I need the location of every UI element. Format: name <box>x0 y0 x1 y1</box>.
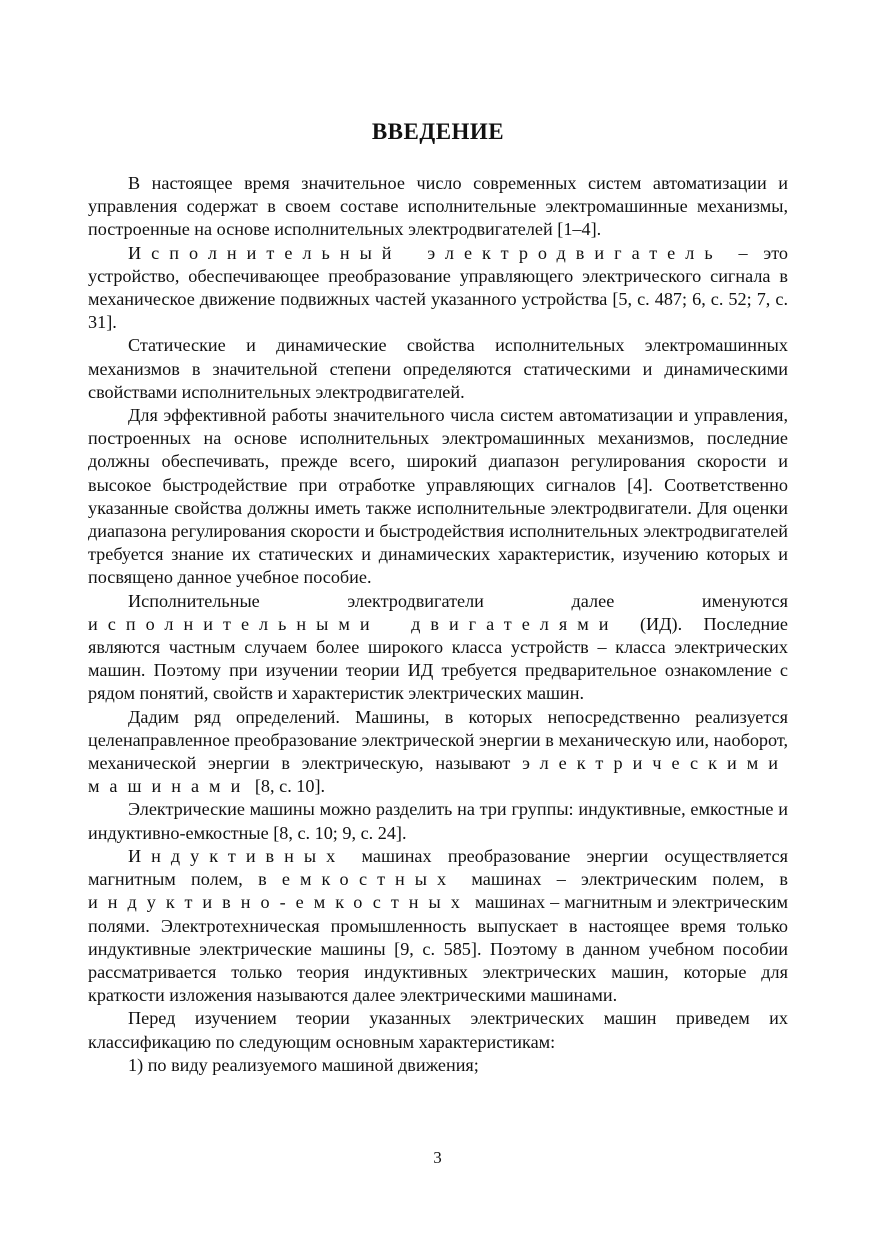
paragraph-4: Для эффективной работы значительного числа систем автоматизации и управления, построенных на основе исполнительных электромашинных механизмов, последние должны обеспечивать, прежде всего, широкий диапазон регулирования скорости и высокое быстродействие при отработке управляющих сигналов [4]. Соответственно указанные свойства должны иметь также исполнительные электродвигатели. Для оценки диапазона регулирования скорости и быстродействия исполнительных электродвигателей требуется знание их статических и динамических характеристик, изучению которых и посвящено данное учебное пособие. <box>88 405 788 588</box>
paragraph-2: Исполнительный электродвигатель – это устройство, обеспечивающее преобразование управляющего электрического сигнала в механическое движение подвижных частей указанного устройства [5, с. 487; 6, с. 52; 7, с. 31]. <box>88 242 788 333</box>
term-inductive: Индуктивных <box>128 845 346 866</box>
term-inductive-capacitive: индуктивно-емкостных <box>88 892 470 913</box>
paragraph-7: Электрические машины можно разделить на три группы: индуктивные, емкостные и индуктивно-емкостные [8, с. 10; 9, с. 24]. <box>88 799 788 843</box>
page-content <box>88 112 788 1077</box>
paragraph-5: Исполнительные электродвигатели далее именуются исполнительными двигателями (ИД). Последние являются частным случаем более широкого класса устройств – класса электрических машин. Поэтому при изучении теории ИД требуется предварительное ознакомление с рядом понятий, свойств и характеристик электрических машин. <box>88 590 789 704</box>
page-number: 3 <box>433 1148 442 1167</box>
page-title: ВВЕДЕНИЕ <box>371 119 505 144</box>
term-electric-machines: электрическими машинами <box>88 753 788 797</box>
paragraph-10: 1) по виду реализуемого машиной движения; <box>128 1054 479 1075</box>
paragraph-8: Индуктивных машинах преобразование энергии осуществляется магнитным полем, в емкостных машинах – электрическим полем, в индуктивно-емкостных машинах – магнитным и электрическим полями. Электротехническая промышленность выпускает в настоящее время только индуктивные электрические машины [9, с. 585]. Поэтому в данном учебном пособии рассматривается только теория индуктивных электрических машин, которые для краткости изложения называются далее электрическими машинами. <box>88 845 788 1006</box>
paragraph-1: В настоящее время значительное число современных систем автоматизации и управления содержат в своем составе исполнительные электромашинные механизмы, построенные на основе исполнительных электродвигателей [1–4]. <box>88 173 788 240</box>
term-capacitive: емкостных <box>281 869 457 890</box>
paragraph-3: Статические и динамические свойства исполнительных электромашинных механизмов в значительной степени определяются статическими и динамическими свойствами исполнительных электродвигателей. <box>88 335 788 402</box>
term-executive-motor: Исполнительный электродвигатель <box>128 242 723 263</box>
paragraph-6: Дадим ряд определений. Машины, в которых непосредственно реализуется целенаправленное преобразование электрической энергии в механическую или, наоборот, механической энергии в электрическую, называют электрическими машинами [8, с. 10]. <box>88 706 788 797</box>
paragraph-9: Перед изучением теории указанных электрических машин приведем их классификацию по следующим основным характеристикам: <box>88 1008 788 1052</box>
term-executive-motors: исполнительными двигателями <box>88 613 619 634</box>
